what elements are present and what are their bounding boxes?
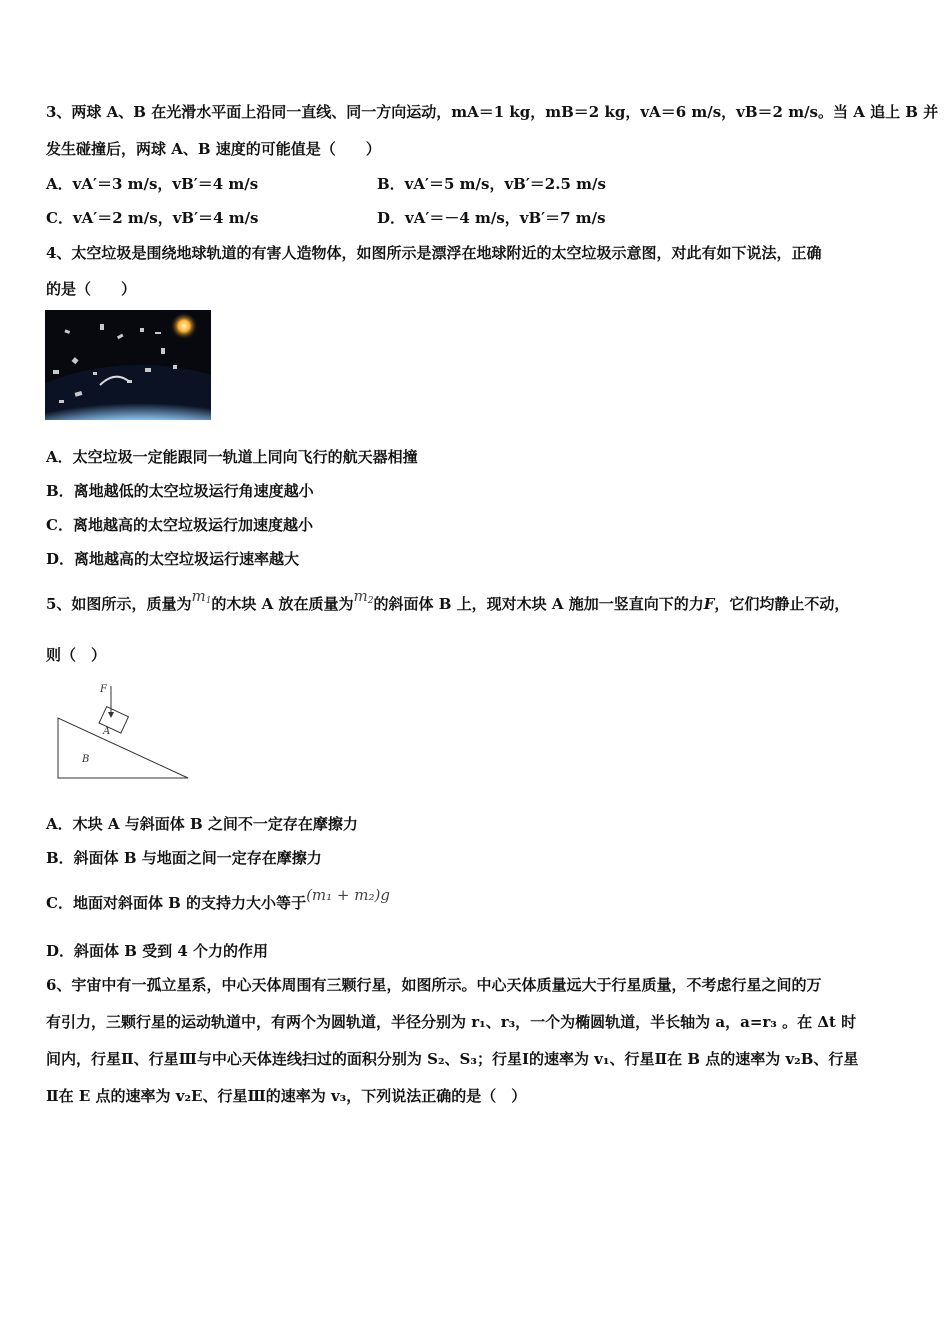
q4-option-c: C．离地越高的太空垃圾运行加速度越小 bbox=[46, 516, 313, 534]
q3-option-d: D．vA′＝－4 m/s，vB′＝7 m/s bbox=[377, 209, 606, 227]
q5-option-d: D．斜面体 B 受到 4 个力的作用 bbox=[46, 942, 269, 960]
q6-stem-line4: Ⅱ在 E 点的速率为 v₂E、行星Ⅲ的速率为 v₃，下列说法正确的是（ ） bbox=[46, 1087, 527, 1105]
q5-option-a: A．木块 A 与斜面体 B 之间不一定存在摩擦力 bbox=[46, 815, 358, 833]
m2-symbol: $m_2$ bbox=[353, 587, 374, 606]
q4-stem-line2: 的是（ ） bbox=[46, 280, 137, 298]
q3-option-c: C．vA′＝2 m/s，vB′＝4 m/s bbox=[46, 209, 259, 227]
q6-stem-line2: 有引力，三颗行星的运动轨道中，有两个为圆轨道，半径分别为 r₁、r₃，一个为椭圆轨道，半长轴为 a，a=r₃ 。在 Δt 时 bbox=[46, 1013, 857, 1031]
wedge-b-label: B bbox=[82, 754, 90, 765]
q3-stem-line2: 发生碰撞后，两球 A、B 速度的可能值是（ ） bbox=[46, 140, 381, 158]
q4-option-d: D．离地越高的太空垃圾运行速率越大 bbox=[46, 550, 300, 568]
q6-stem-line3: 间内，行星Ⅱ、行星Ⅲ与中心天体连线扫过的面积分别为 S₂、S₃；行星Ⅰ的速率为 v₁、行星Ⅱ在 B 点的速率为 v₂B、行星 bbox=[46, 1050, 859, 1068]
space-debris-image bbox=[45, 310, 211, 420]
q5-stem-line1: 5、如图所示，质量为$m_1$的木块 A 放在质量为$m_2$的斜面体 B 上，现对木块 A 施加一竖直向下的力F，它们均静止不动， bbox=[46, 587, 850, 613]
q4-option-b: B．离地越低的太空垃圾运行角速度越小 bbox=[46, 482, 314, 500]
q4-option-a: A．太空垃圾一定能跟同一轨道上同向飞行的航天器相撞 bbox=[46, 448, 418, 466]
q3-option-a: A．vA′＝3 m/s，vB′＝4 m/s bbox=[46, 175, 259, 193]
force-label: F bbox=[100, 684, 107, 695]
q6-stem-line1: 6、宇宙中有一孤立星系，中心天体周围有三颗行星，如图所示。中心天体质量远大于行星质量，不考虑行星之间的万 bbox=[46, 976, 822, 994]
support-force-expression: (m₁ + m₂)g bbox=[306, 886, 390, 904]
q5-option-c: C．地面对斜面体 B 的支持力大小等于(m₁ + m₂)g bbox=[46, 886, 390, 912]
m1-symbol: $m_1$ bbox=[191, 587, 212, 606]
q4-stem-line1: 4、太空垃圾是围绕地球轨道的有害人造物体，如图所示是漂浮在地球附近的太空垃圾示意图，对此有如下说法，正确 bbox=[46, 244, 822, 262]
q5-stem-line2: 则（ ） bbox=[46, 646, 107, 664]
block-a-label: A bbox=[103, 726, 111, 737]
incline-diagram bbox=[52, 680, 194, 782]
q5-option-b: B．斜面体 B 与地面之间一定存在摩擦力 bbox=[46, 849, 322, 867]
q3-option-b: B．vA′＝5 m/s，vB′＝2.5 m/s bbox=[377, 175, 606, 193]
q3-stem-line1: 3、两球 A、B 在光滑水平面上沿同一直线、同一方向运动，mA＝1 kg，mB＝2 kg，vA＝6 m/s，vB＝2 m/s。当 A 追上 B 并 bbox=[46, 103, 939, 121]
